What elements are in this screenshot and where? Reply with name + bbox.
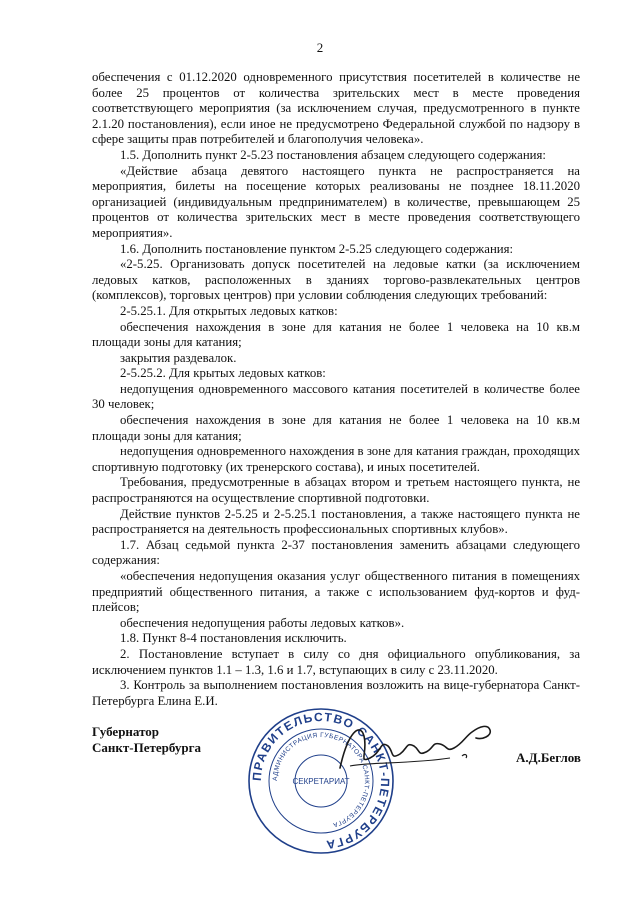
paragraph: «Действие абзаца девятого настоящего пункта не распространяется на мероприятия, билеты на посещение которых реализованы не позднее 18.11.2020 организацией (индивидуальным предпринимателем) в количестве, превышающем 25 процентов от количества зрительских мест в месте проведения соответствующего мероприятия».: [92, 163, 580, 240]
paragraph: 1.8. Пункт 8-4 постановления исключить.: [120, 631, 347, 646]
paragraph: 1.7. Абзац седьмой пункта 2-37 постановления заменить абзацами следующего содержания:: [92, 537, 580, 568]
paragraph: обеспечения с 01.12.2020 одновременного присутствия посетителей в количестве не более 25 процентов от количества зрительских мест в месте проведения соответствующего мероприятия (за исключением случая, предусмотренного в пункте 2.1.20 постановления), если иное не предусмотрено Федеральной службой по надзору в сфере защиты прав потребителей и благополучия человека».: [92, 70, 580, 147]
seal-inner-text: АДМИНИСТРАЦИЯ ГУБЕРНАТОРА САНКТ-ПЕТЕРБУРГА: [271, 731, 371, 829]
seal-center-text: СЕКРЕТАРИАТ: [292, 777, 350, 786]
paragraph: обеспечения нахождения в зоне для катания не более 1 человека на 10 кв.м площади зоны для катания;: [92, 319, 580, 350]
handwritten-signature: [330, 712, 500, 782]
paragraph: недопущения одновременного массового катания посетителей в количестве более 30 человек;: [92, 381, 580, 412]
paragraph: обеспечения недопущения работы ледовых катков».: [120, 615, 405, 630]
paragraph: Требования, предусмотренные в абзацах втором и третьем настоящего пункта, не распространяются на осуществление спортивной подготовки.: [92, 475, 580, 506]
paragraph: Действие пунктов 2-5.25 и 2-5.25.1 постановления, а также настоящего пункта не распространяется на деятельность профессиональных спортивных клубов».: [92, 506, 580, 537]
signatory-position: [92, 724, 201, 756]
page-number: 2: [316, 40, 324, 55]
paragraph: «обеспечения недопущения оказания услуг общественного питания в помещениях предприятий общественного питания, а также с использованием фуд-кортов и фуд-плейсов;: [92, 569, 580, 615]
paragraph: 2-5.25.2. Для крытых ледовых катков:: [120, 366, 326, 381]
paragraph: 3. Контроль за выполнением постановления возложить на вице-губернатора Санкт-Петербурга Елина Е.И.: [92, 678, 580, 708]
paragraph: 1.6. Дополнить постановление пунктом 2-5.25 следующего содержания:: [120, 241, 514, 256]
paragraph: «2-5.25. Организовать допуск посетителей на ледовые катки (за исключением ледовых катков, расположенных в зданиях торгово-развлекательных центров (комплексов), торговых центров) при условии соблюдения следующих требований:: [92, 257, 580, 303]
paragraph: недопущения одновременного нахождения в зоне для катания граждан, проходящих спортивную подготовку (их тренерского состава), и иных посетителей.: [92, 444, 580, 474]
signatory-position-line2: Санкт-Петербурга: [92, 740, 201, 755]
paragraph: 1.5. Дополнить пункт 2-5.23 постановления абзацем следующего содержания:: [120, 147, 546, 162]
seal-outer-text: ПРАВИТЕЛЬСТВО САНКТ-ПЕТЕРБУРГА: [249, 709, 393, 852]
signatory-name: А.Д.Беглов: [516, 750, 581, 765]
signatory-position-line1: Губернатор: [92, 724, 160, 739]
paragraph: закрытия раздевалок.: [120, 350, 237, 365]
paragraph: обеспечения нахождения в зоне для катания не более 1 человека на 10 кв.м площади зоны для катания;: [92, 413, 580, 443]
paragraph: 2. Постановление вступает в силу со дня официального опубликования, за исключением пунктов 1.1 – 1.3, 1.6 и 1.7, вступающих в силу с 23.11.2020.: [92, 646, 580, 677]
paragraph: 2-5.25.1. Для открытых ледовых катков:: [120, 303, 338, 318]
document-body: [92, 70, 580, 709]
